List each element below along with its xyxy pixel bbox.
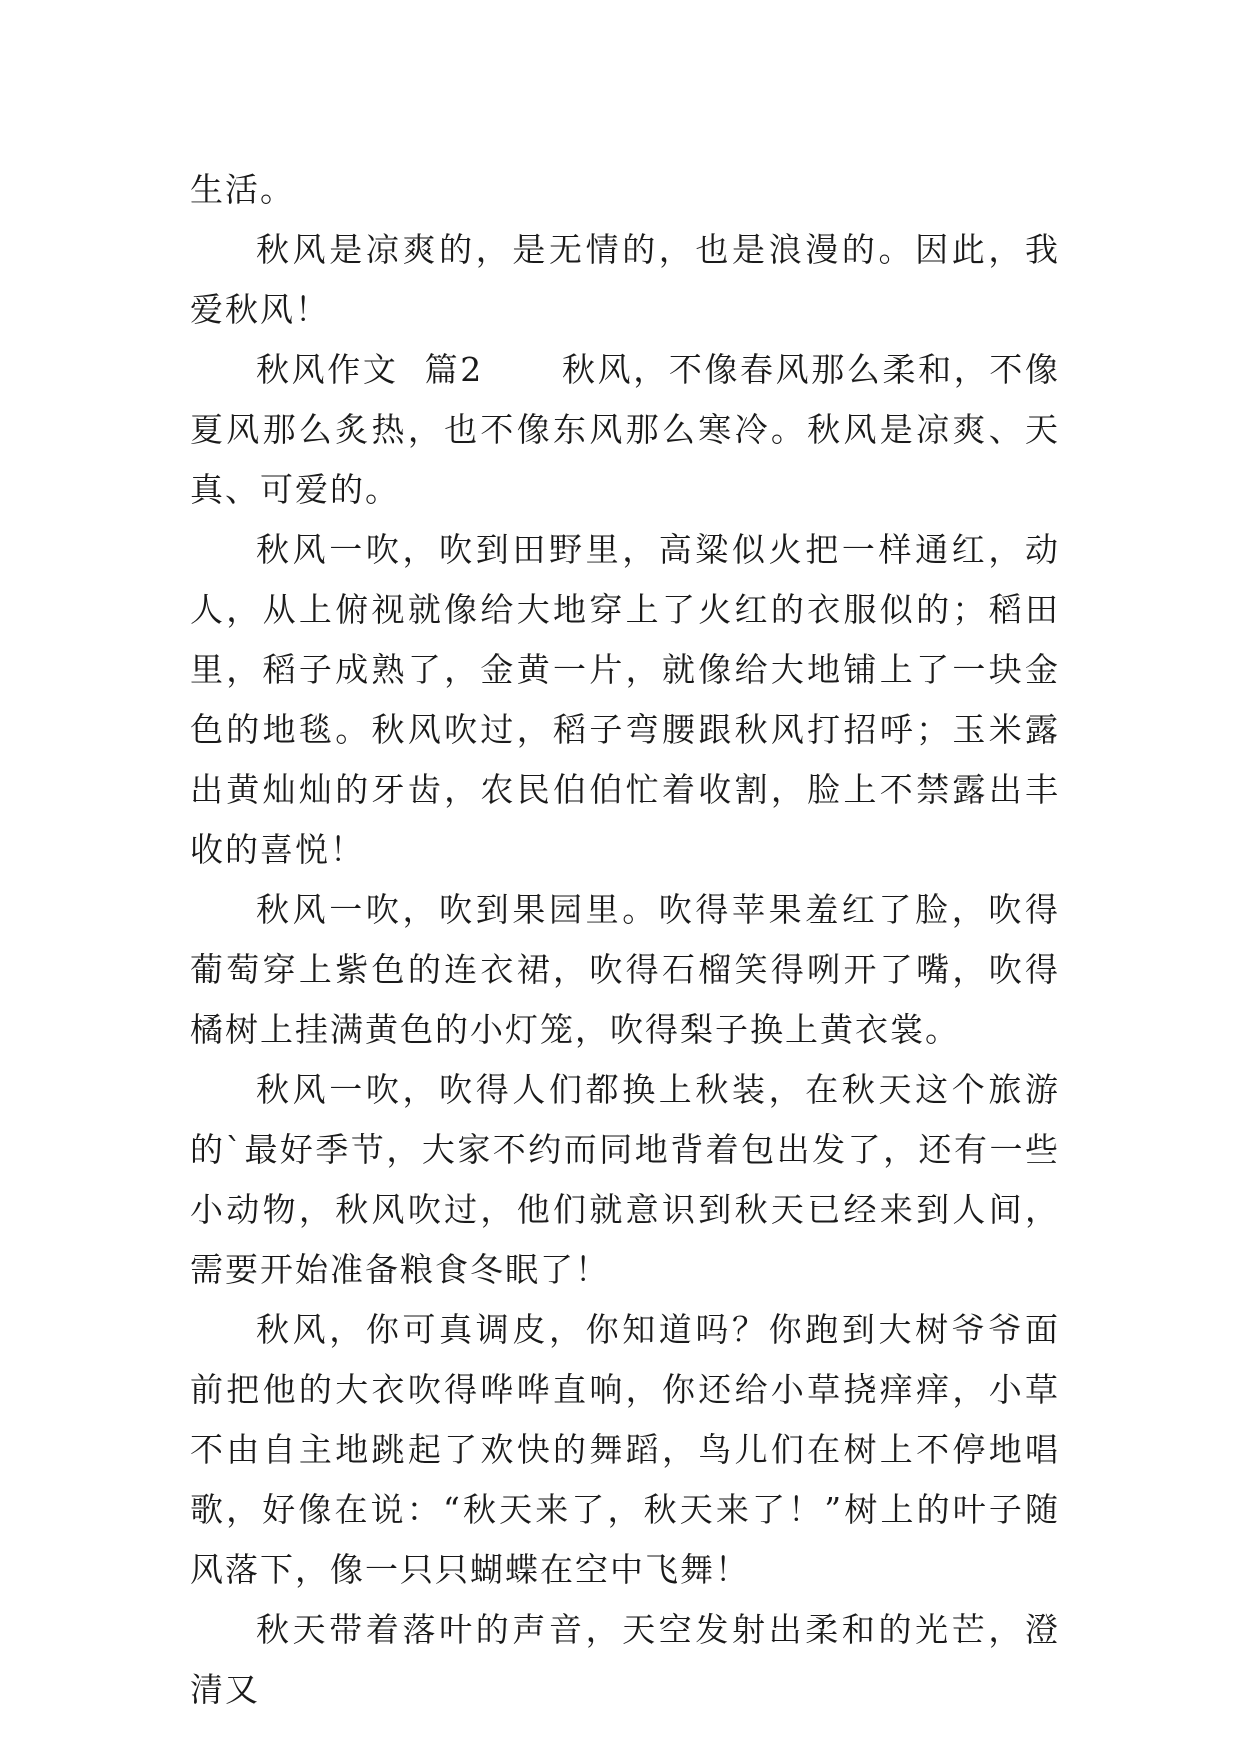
document-body [190,160,1060,1720]
paragraph-text: 秋风是凉爽的，是无情的，也是浪漫的。因此，我爱秋风！ [190,230,1060,329]
paragraph-text: 秋风一吹，吹到果园里。吹得苹果羞红了脸，吹得葡萄穿上紫色的连衣裙，吹得石榴笑得咧开了嘴，吹得橘树上挂满黄色的小灯笼，吹得梨子换上黄衣裳。 [190,890,1060,1049]
paragraph [190,220,1060,340]
paragraph-text: 秋风一吹，吹到田野里，高粱似火把一样通红，动人，从上俯视就像给大地穿上了火红的衣服似的；稻田里，稻子成熟了，金黄一片，就像给大地铺上了一块金色的地毯。秋风吹过，稻子弯腰跟秋风打招呼；玉米露出黄灿灿的牙齿，农民伯伯忙着收割，脸上不禁露出丰收的喜悦！ [190,530,1060,869]
paragraph [190,880,1060,1060]
paragraph [190,1300,1060,1600]
paragraph [190,160,1060,220]
paragraph-text: 秋风，你可真调皮，你知道吗？你跑到大树爷爷面前把他的大衣吹得哗哗直响，你还给小草挠痒痒，小草不由自主地跳起了欢快的舞蹈，鸟儿们在树上不停地唱歌，好像在说：“秋天来了，秋天来了！”树上的叶子随风落下，像一只只蝴蝶在空中飞舞！ [190,1310,1060,1589]
paragraph [190,340,1060,520]
paragraph [190,520,1060,880]
section-heading: 秋风作文 篇2 [256,350,484,389]
heading-gap [483,350,562,389]
paragraph-text: 生活。 [190,170,295,209]
paragraph [190,1600,1060,1720]
paragraph-text: 秋风，不像春风那么柔和，不像夏风那么炙热，也不像东风那么寒冷。秋风是凉爽、天真、可爱的。 [190,350,1061,509]
paragraph [190,1060,1060,1300]
paragraph-text: 秋风一吹，吹得人们都换上秋装，在秋天这个旅游的`最好季节，大家不约而同地背着包出发了，还有一些小动物，秋风吹过，他们就意识到秋天已经来到人间，需要开始准备粮食冬眠了！ [190,1070,1060,1289]
paragraph-text: 秋天带着落叶的声音，天空发射出柔和的光芒，澄清又 [190,1610,1060,1709]
